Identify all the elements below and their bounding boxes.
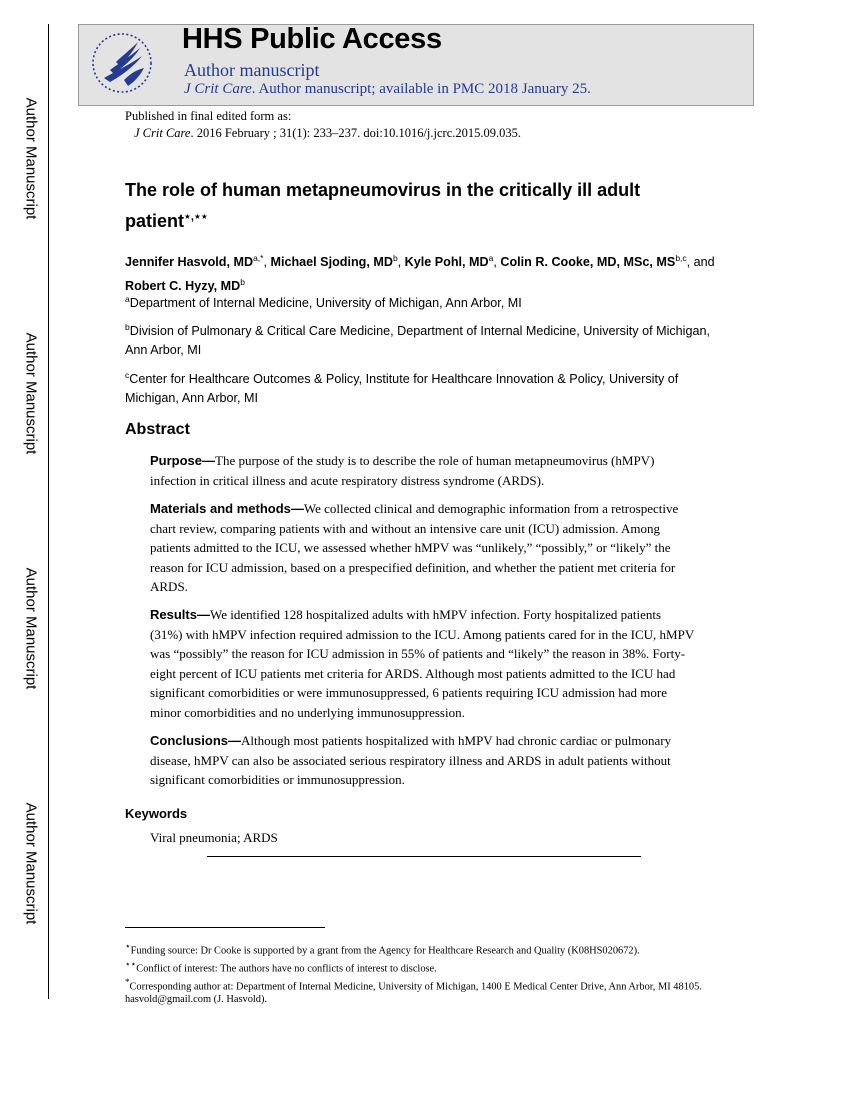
abstract-conclusions <box>150 731 695 790</box>
keywords-text: Viral pneumonia; ARDS <box>150 830 278 845</box>
abstract-heading: Abstract <box>125 421 190 438</box>
author-separator: , <box>493 255 501 270</box>
author-affil-mark[interactable]: b <box>240 277 245 288</box>
affiliation-mark: c <box>125 370 130 380</box>
hhs-eagle-logo-icon <box>84 28 164 98</box>
affiliation-text: Division of Pulmonary & Critical Care Medicine, Department of Internal Medicine, University of Michigan, Ann Arbor, MI <box>125 324 710 358</box>
published-label: Published in final edited form as: <box>125 109 292 123</box>
article-title <box>125 177 725 235</box>
abstract-purpose <box>150 451 695 490</box>
citation <box>134 126 521 141</box>
affiliation-b <box>125 318 725 360</box>
author-affil-mark[interactable]: a <box>488 253 494 263</box>
author-name: Kyle Pohl, MD <box>404 255 489 270</box>
citation-journal: J Crit Care <box>134 126 191 140</box>
author-name: Michael Sjoding, MD <box>270 255 393 270</box>
affiliation-text: Department of Internal Medicine, University of Michigan, Ann Arbor, MI <box>129 296 522 311</box>
results-label: Results— <box>150 607 210 622</box>
citation-text: . 2016 February ; 31(1): 233–237. doi:10.1016/j.jcrc.2015.09.035. <box>190 126 522 140</box>
footnote-mark: ⋆⋆ <box>125 959 137 969</box>
footnote-funding <box>125 940 715 958</box>
author-name: Jennifer Hasvold, MD <box>125 255 254 270</box>
affiliation-mark: b <box>125 322 130 332</box>
title-footnote-marks[interactable]: ⋆,⋆⋆ <box>184 211 208 223</box>
author-name: Colin R. Cooke, MD, MSc, MS <box>500 255 676 270</box>
purpose-text: The purpose of the study is to describe the role of human metapneumovirus (hMPV) infection in critical illness and acute respiratory distress syndrome (ARDS). <box>150 453 655 488</box>
footnote-corresponding <box>125 976 715 1006</box>
author-affil-mark[interactable]: b,c <box>675 253 687 263</box>
author-name: Robert C. Hyzy, MD <box>125 279 241 294</box>
conclusions-text: Although most patients hospitalized with hMPV had chronic cardiac or pulmonary disease, hMPV can also be associated serious respiratory illness and ARDS in adult patients without significant comorbidities or immunosuppression. <box>150 733 672 787</box>
side-label-2: Author Manuscript <box>22 332 40 455</box>
results-text: We identified 128 hospitalized adults with hMPV infection. Forty hospitalized patients (31%) with hMPV infection required admission to the ICU. Among patients cared for in the ICU, hMPV was “possibly” the reason for ICU admission in 55% of patients and “likely” the reason in 38%. Forty-eight percent of ICU patients met criteria for ARDS. Although most patients admitted to the ICU had significant comorbidities or were immunosuppressed, 6 patients requiring ICU admission had more minor comorbidities and no underlying immunosuppression. <box>150 607 695 720</box>
author-separator: , <box>263 255 271 270</box>
author-affil-mark[interactable]: a,* <box>253 253 264 263</box>
header-availability-text: . Author manuscript; available in PMC 2018 January 25. <box>251 81 591 97</box>
author-separator: , <box>397 255 405 270</box>
keywords-divider <box>207 856 641 857</box>
margin-rule <box>48 24 49 999</box>
header-availability <box>184 81 591 98</box>
footnote-text: Corresponding author at: Department of Internal Medicine, University of Michigan, 1400 E Medical Center Drive, Ann Arbor, MI 48105. hasvold@gmail.com (J. Hasvold). <box>125 981 702 1005</box>
methods-label: Materials and methods— <box>150 501 304 516</box>
conclusions-label: Conclusions— <box>150 733 242 748</box>
author-affil-mark[interactable]: b <box>392 253 398 263</box>
purpose-label: Purpose— <box>150 453 216 468</box>
methods-text: We collected clinical and demographic information from a retrospective chart review, comparing patients with and without an intensive care unit (ICU) admission. Among patients admitted to the ICU, we assessed whether hMPV was “unlikely,” “possibly,” or “likely” the reason for ICU admission, based on a prespecified definition, and whether the patient met criteria for ARDS. <box>150 501 679 594</box>
footnote-divider <box>125 927 325 928</box>
affiliation-a <box>125 290 725 313</box>
affiliation-c <box>125 366 725 408</box>
article-title-text: The role of human metapneumovirus in the critically ill adult patient <box>125 180 641 231</box>
keywords-heading: Keywords <box>125 806 188 821</box>
affiliation-mark: a <box>125 294 130 304</box>
footnote-text: Funding source: Dr Cooke is supported by a grant from the Agency for Healthcare Research and Quality (K08HS020672). <box>130 945 640 957</box>
footnote-mark: * <box>125 977 130 987</box>
header-journal: J Crit Care <box>184 81 252 97</box>
footnote-conflict <box>125 958 715 976</box>
footnote-mark: ⋆ <box>125 941 131 951</box>
footnote-text: Conflict of interest: The authors have no conflicts of interest to disclose. <box>136 963 437 975</box>
header-subtitle: Author manuscript <box>184 60 320 80</box>
side-label-1: Author Manuscript <box>22 97 40 220</box>
abstract-results <box>150 605 695 722</box>
affiliation-text: Center for Healthcare Outcomes & Policy, Institute for Healthcare Innovation & Policy, University of Michigan, Ann Arbor, MI <box>125 372 679 406</box>
abstract-methods <box>150 499 695 597</box>
side-label-4: Author Manuscript <box>22 802 40 925</box>
side-label-3: Author Manuscript <box>22 567 40 690</box>
header-title: HHS Public Access <box>182 23 442 55</box>
author-separator: , and <box>686 255 715 270</box>
